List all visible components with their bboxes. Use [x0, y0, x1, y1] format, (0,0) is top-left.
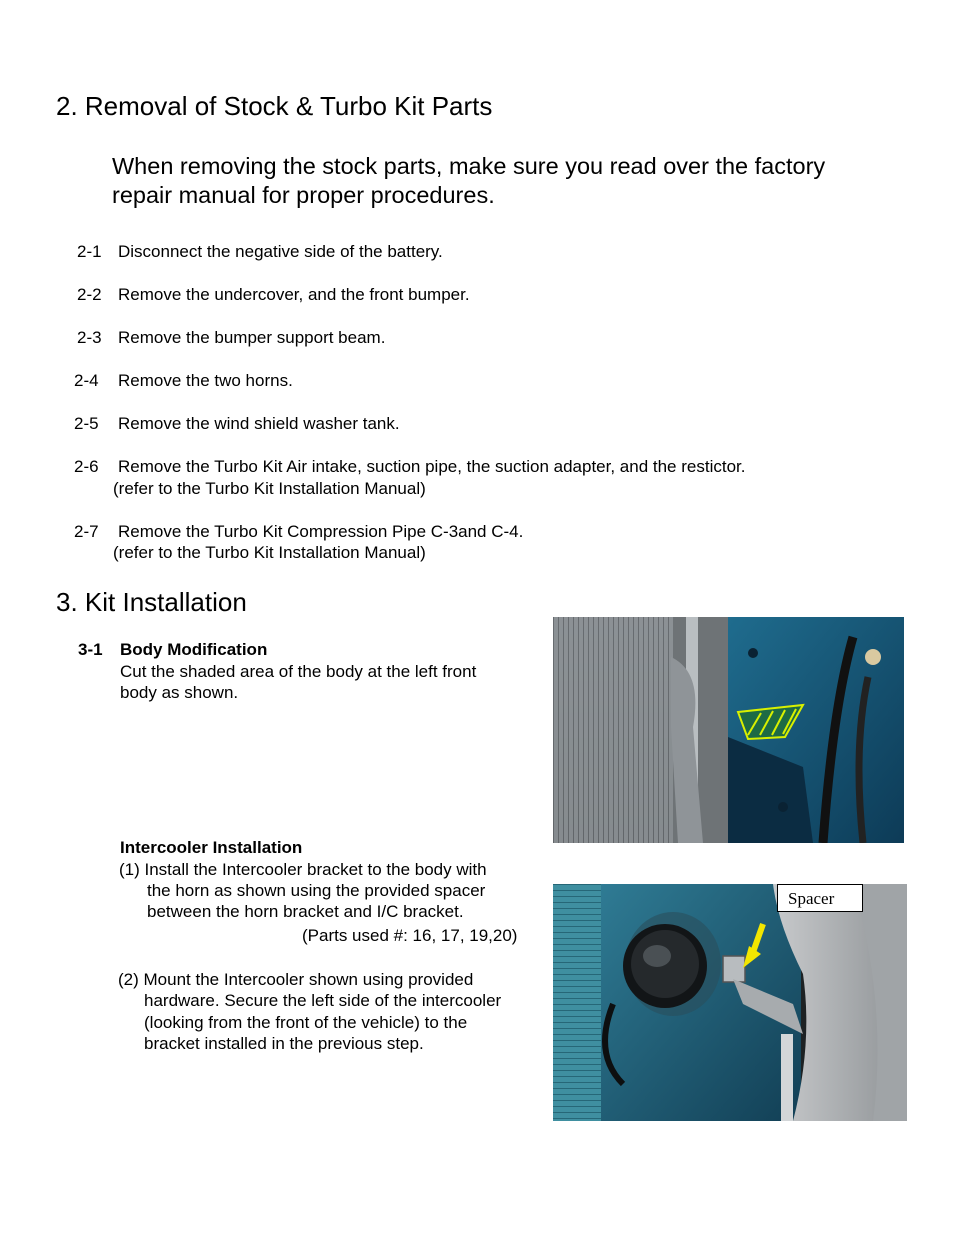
step-text: Remove the wind shield washer tank.: [118, 414, 400, 433]
instruction-text: between the horn bracket and I/C bracket.: [147, 902, 464, 921]
step-number: 2-4: [74, 371, 99, 390]
step-number: 2-6: [74, 457, 99, 476]
spacer-callout: Spacer: [777, 884, 863, 912]
instruction-text: bracket installed in the previous step.: [144, 1034, 424, 1053]
intercooler-bracket-photo: [553, 884, 907, 1121]
step-number: 3-1: [78, 640, 103, 659]
step-text: Remove the Turbo Kit Air intake, suction pipe, the suction adapter, and the restictor.: [118, 457, 746, 476]
step-text: Disconnect the negative side of the battery.: [118, 242, 443, 261]
step-text: Remove the Turbo Kit Compression Pipe C-3and C-4.: [118, 522, 524, 541]
step-number: 2-5: [74, 414, 99, 433]
instruction-text: (1) Install the Intercooler bracket to the body with: [119, 860, 487, 879]
step-title: Body Modification: [120, 640, 268, 659]
intro-line-2: repair manual for proper procedures.: [112, 182, 495, 208]
body-modification-photo: [553, 617, 904, 843]
instruction-text: the horn as shown using the provided spacer: [147, 881, 486, 900]
step-text: body as shown.: [120, 683, 239, 702]
step-text: Remove the bumper support beam.: [118, 328, 386, 347]
instruction-text: (2) Mount the Intercooler shown using provided: [118, 970, 474, 989]
step-number: 2-2: [77, 285, 102, 304]
step-text: Remove the undercover, and the front bumper.: [118, 285, 470, 304]
step-text: Remove the two horns.: [118, 371, 293, 390]
section3-heading: 3. Kit Installation: [56, 587, 247, 617]
section2-heading: 2. Removal of Stock & Turbo Kit Parts: [56, 91, 493, 121]
step-note: (refer to the Turbo Kit Installation Manual): [113, 543, 426, 562]
step-text: Cut the shaded area of the body at the left front: [120, 662, 477, 681]
instruction-text: (looking from the front of the vehicle) to the: [144, 1013, 468, 1032]
step-number: 2-1: [77, 242, 102, 261]
step-number: 2-3: [77, 328, 102, 347]
parts-used: (Parts used #: 16, 17, 19,20): [302, 926, 518, 945]
step-note: (refer to the Turbo Kit Installation Manual): [113, 479, 426, 498]
subsection-title: Intercooler Installation: [120, 838, 303, 857]
instruction-text: hardware. Secure the left side of the intercooler: [144, 991, 502, 1010]
intro-line-1: When removing the stock parts, make sure you read over the factory: [112, 153, 826, 179]
step-number: 2-7: [74, 522, 99, 541]
